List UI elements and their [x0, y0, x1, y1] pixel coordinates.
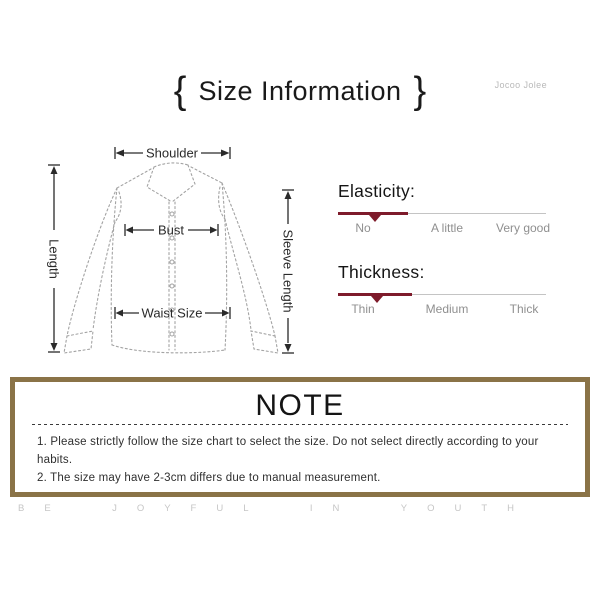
thickness-option-thick: Thick: [509, 302, 539, 316]
shirt-left-cuff: [64, 331, 93, 353]
thickness-option-thin: Thin: [351, 302, 375, 316]
shirt-button: [170, 260, 174, 264]
shoulder-measure-arrow: [115, 146, 230, 161]
shirt-back-collar: [154, 163, 188, 167]
length-measure-arrow: [47, 165, 62, 352]
footer-word-be: BE: [18, 503, 71, 514]
shirt-left-collar-wing: [147, 167, 172, 202]
note-item-2: 2. The size may have 2-3cm differs due to manual measurement.: [37, 472, 381, 484]
footer-slogan: [18, 503, 534, 514]
sleeve-length-measure-arrow: [281, 190, 296, 353]
shirt-measurement-diagram: [30, 140, 310, 372]
note-list: [37, 433, 575, 487]
shirt-left-shoulder-seam: [117, 169, 151, 188]
brand-name: Jocoo Jolee: [494, 80, 547, 90]
shirt-right-collar-wing: [172, 165, 195, 202]
thickness-scale-line: [412, 294, 546, 295]
sleeve-length-label: Sleeve Length: [280, 229, 296, 313]
page-title: [0, 68, 600, 114]
elasticity-scale: [338, 181, 550, 239]
elasticity-option-very-good: Very good: [495, 221, 551, 235]
shirt-body-left-edge: [111, 188, 117, 345]
elasticity-option-a-little: A little: [430, 221, 464, 235]
waist-label: Waist Size: [141, 305, 203, 321]
thickness-options: [338, 302, 550, 318]
elasticity-heading: Elasticity:: [338, 181, 416, 201]
shirt-button: [170, 284, 174, 288]
waist-measure-arrow: [115, 306, 230, 321]
note-divider: [32, 424, 568, 426]
length-label: Length: [46, 239, 62, 279]
shirt-button: [170, 332, 174, 336]
footer-word-youth: YOUTH: [400, 503, 534, 514]
shirt-button: [170, 212, 174, 216]
thickness-scale: [338, 262, 550, 320]
bust-measure-arrow: [125, 223, 218, 238]
shirt-right-sleeve-inner: [225, 219, 251, 330]
elasticity-scale-line: [408, 213, 546, 214]
footer-word-joyful: JOYFUL: [112, 503, 269, 514]
footer-word-in: IN: [309, 503, 360, 514]
shoulder-label: Shoulder: [145, 145, 199, 161]
bust-label: Bust: [157, 222, 185, 238]
thickness-heading: Thickness:: [338, 262, 425, 282]
shirt-left-sleeve-outer: [67, 188, 117, 336]
shirt-right-cuff: [251, 331, 278, 353]
shirt-body-right-edge: [222, 183, 227, 350]
elasticity-options: [338, 221, 550, 237]
title-open-brace: {: [173, 70, 187, 112]
thickness-option-medium: Medium: [425, 302, 469, 316]
note-item-1: 1. Please strictly follow the size chart to select the size. Do not select directly according to your habits.: [37, 436, 539, 466]
elasticity-option-no: No: [355, 221, 371, 235]
shirt-right-shoulder-seam: [191, 167, 222, 183]
shirt-outline: [64, 163, 278, 353]
title-text: Size Information: [198, 75, 402, 106]
note-box: [10, 377, 590, 497]
title-close-brace: }: [413, 70, 427, 112]
shirt-left-armhole: [115, 192, 121, 222]
note-heading: NOTE: [255, 389, 345, 422]
